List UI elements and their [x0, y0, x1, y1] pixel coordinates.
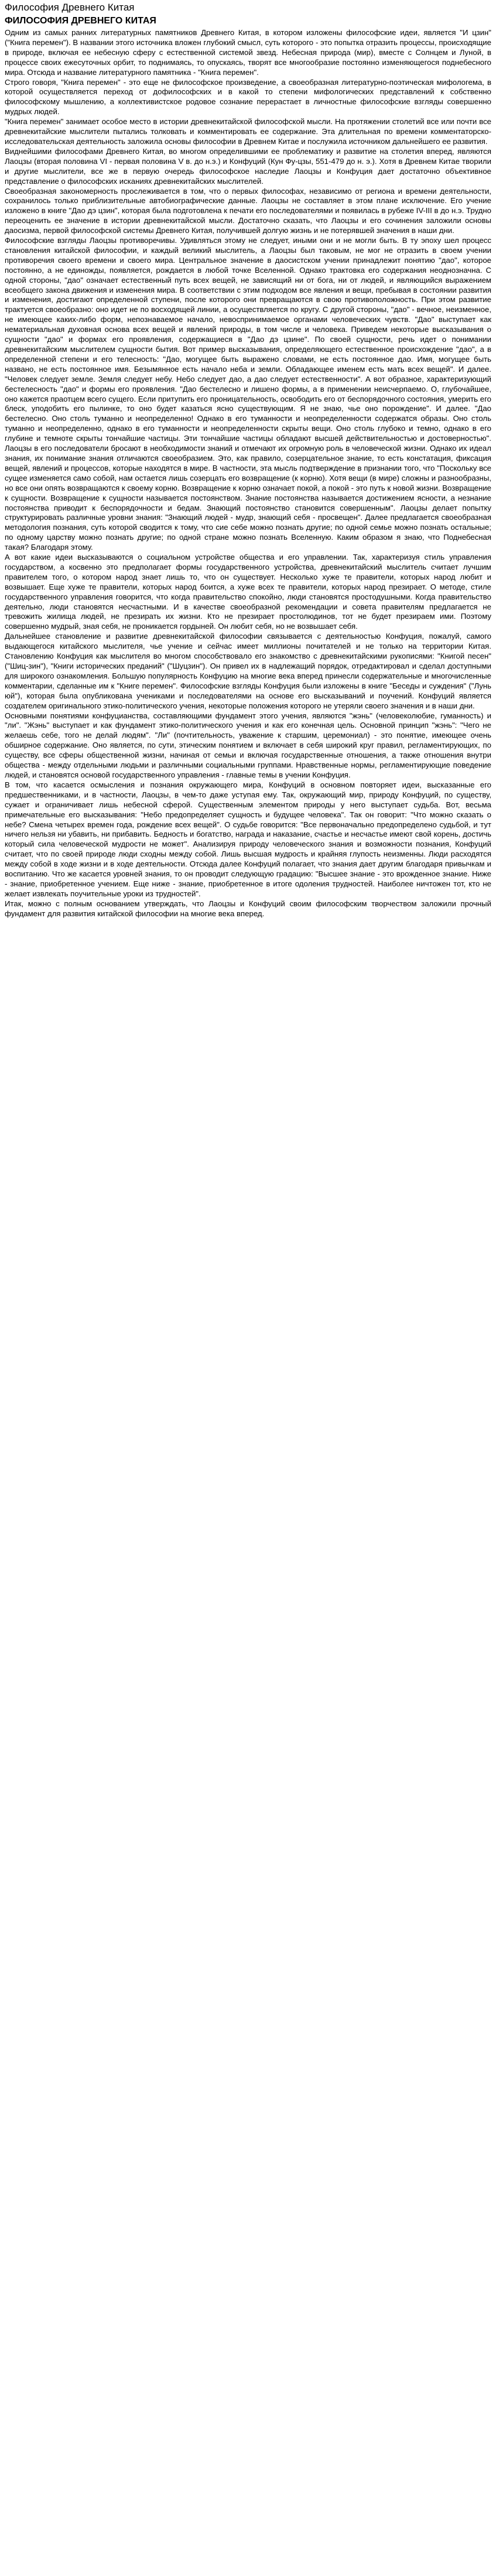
paragraph: В том, что касается осмысления и познания окружающего мира, Конфуций в основном повторяет идеи, высказанные его предшественниками, и в частности, Лаоцзы, в чем-то даже уступая ему. Так, окружающий мир, природу Конфуций, по существу, сужает и ограничивает лишь небесной сферой. Существенным элементом природы у него выступает судьба. Вот, весьма примечательные его высказывания: "Небо предопределяет сущность и будущее человека". Так он говорит: "Что можно сказать о небе? Смена четырех времен года, рождение всех вещей". О судьбе говорится: "Все первоначально предопределено судьбой, и тут ничего нельзя ни убавить, ни прибавить. Бедность и богатство, награда и наказание, счастье и несчастье имеют свой корень, достичь который сила человеческой мудрости не может". Анализируя природу человеческого знания и возможности познания, Конфуций считает, что по своей природе люди сходны между собой. Лишь высшая мудрость и крайняя глупость неизменны. Люди расходятся между собой в ходе жизни и в ходе деятельности. Отсюда далее Конфуций полагает, что знания дает другим благодаря привычкам и воспитанию. Что же касается уровней знания, то он проводит следующую градацию: "Высшее знание - это врожденное знание. Ниже - знание, приобретенное учением. Еще ниже - знание, приобретенное в итоге одоления трудностей. Наиболее ничтожен тот, кто не желает извлекать поучительные уроки из трудностей". — [5, 780, 491, 898]
document-title: ФИЛОСОФИЯ ДРЕВНЕГО КИТАЯ — [5, 16, 156, 26]
paragraph: Одним из самых ранних литературных памятников Древнего Китая, в котором изложены философские идеи, является "И цзин" ("Книга перемен"). В названии этого источника вложен глубокий смысл, суть которого - это попытка отразить процессы, происходящие в природе, включая ее небесную сферу с естественной системой звезд. Небесная природа (мир), вместе с Солнцем и Луной, в процессе своих ежесуточных орбит, то поднимаясь, то опускаясь, творят все многообразие постоянно изменяющегося поднебесного мира. Отсюда и название литературного памятника - "Книга перемен". — [5, 28, 491, 77]
paragraph: Основными понятиями конфуцианства, составляющими фундамент этого учения, являются "жэнь" (человеколюбие, гуманность) и "ли". "Жэнь" выступает и как фундамент этико-политического учения и как его конечная цель. Основной принцип "жэнь": "Чего не желаешь себе, того не делай людям". "Ли" (почтительность, уважение к старшим, церемониал) - это понятие, имеющее очень обширное содержание. Оно является, по сути, этическим понятием и включает в себя широкий круг правил, регламентирующих, по существу, все сферы общественной жизни, начиная от семьи и включая государственные отношения, а также отношения внутри общества - между отдельными людьми и различными социальными группами. Нравственные нормы, регламентирующие поведение людей, и становятся основой государственного управления - главные темы в учении Конфуция. — [5, 711, 491, 779]
page — [0, 0, 496, 919]
paragraph: Строго говоря, "Книга перемен" - это еще не философское произведение, а своеобразная литературно-поэтическая мифологема, в которой осуществляется переход от дофилософских и в какой то степени мифологических представлений к собственно философскому мышлению, а коллективистское родовое сознание перерастает в личностные философские взгляды совершенно мудрых людей. — [5, 77, 491, 117]
paragraph: А вот какие идеи высказываются о социальном устройстве общества и его управлении. Так, характеризуя стиль управления государством, а косвенно это предполагает формы государственного устройства, древнекитайский мыслитель считает лучшим правителем того, о котором народ знает лишь то, что он существует. Несколько хуже те правители, которых народ любит и возвышает. Еще хуже те правители, которых народ боится, а хуже всех те правители, которых народ презирает. О методе, стиле государственного управления говорится, что когда правительство спокойно, люди становятся простодушными. Когда правительство деятельно, люди становятся несчастными. И в качестве своеобразной рекомендации и совета правителям предлагается не тревожить жилища людей, не презирать их жизни. Кто не презирает простолюдинов, тот не будет презираем ими. Поэтому совершенно мудрый, зная себя, не проникается гордыней. Он любит себя, но не возвышает себя. — [5, 553, 491, 631]
article-body — [5, 28, 491, 919]
paragraph: Философские взгляды Лаоцзы противоречивы. Удивляться этому не следует, иными они и не могли быть. В ту эпоху шел процесс становления китайской философии, и каждый великий мыслитель, а Лаоцзы был таковым, не мог не отразить в своем учении противоречия своего времени и своего мира. Центральное значение в даосистском учении принадлежит понятию "дао", которое постоянно, а не единожды, появляется, рождается в любой точке Вселенной. Однако трактовка его содержания неоднозначна. С одной стороны, "дао" означает естественный путь всех вещей, не зависящий ни от бога, ни от людей, и являющийся выражением всеобщего закона движения и изменения мира. В соответствии с этим подходом все явления и вещи, пребывая в состоянии развития и изменения, достигают определенной ступени, после которого они превращаются в свою противоположность. При этом развитие трактуется своеобразно: оно идет не по восходящей линии, а осуществляется по кругу. С другой стороны, "дао" - вечное, неизменное, не имеющее каких-либо форм, непознаваемое начало, невоспринимаемое органами человеческих чувств. "Дао" выступает как нематериальная духовная основа всех вещей и явлений природы, в том числе и человека. Приведем некоторые высказывания о сущности "дао" и формах его проявления, содержащиеся в "Дао дэ цзине". По своей сущности, речь идет о понимании древнекитайским мыслителем сущности бытия. Вот пример высказывания, определяющего естественное происхождение "дао", а в определенной степени и его телесность: "Дао, могущее быть выражено словами, не есть постоянное дао. Имя, могущее быть названо, не есть постоянное имя. Безымянное есть начало неба и земли. Обладающее именем есть мать всех вещей". И далее. "Человек следует земле. Земля следует небу. Небо следует дао, а дао следует естественности". А вот образное, характеризующий бестелесность "дао" и формы его проявления. "Дао бестелесно и лишено формы, а в применении неисчерпаемо. О, глубочайшее, оно кажется праотцем всего сущего. Если притупить его проницательность, освободить его от беспорядочного состояния, умерить его блеск, уподобить его пылинке, то оно будет казаться ясно существующим. Я не знаю, чье оно порождение". И далее. "Дао бестелесно. Оно столь туманно и неопределенно! Однако в его туманности и неопределенности содержатся образы. Оно столь туманно и неопределенно, однако в его туманности и неопределенности скрыты вещи. Оно столь глубоко и темно, однако в его глубине и темноте скрыты тончайшие частицы. Эти тончайшие частицы обладают высшей действительностью и достоверностью". Лаоцзы в его последователи бросают в необходимости знаний и отмечают их огромную роль в человеческой жизни. Однако их идеал знания, их понимание знания отличаются своеобразием. Это, как правило, созерцательное знание, то есть констатация, фиксация вещей, явлений и процессов, которые находятся в мире. В частности, эта мысль подтверждение в признании того, что "Поскольку все сущее изменяется само собой, нам остается лишь созерцать его возвращение (к корню). Хотя вещи (в мире) сложны и разнообразны, но все они опять возвращаются к своему корню. Возвращение к корню означает покой, а покой - это путь к новой жизни. Возвращение к сущности. Возвращение к сущности называется постоянством. Знание постоянства называется достижением ясности, а незнание постоянства приводит к беспорядочности и бедам. Знающий постоянство становится совершенным". Лаоцзы делает попытку структурировать различные уровни знания: "Знающий людей - мудр, знающий себя - просвещен". Далее предлагается своеобразная методология познания, суть которой сводится к тому, что сие себе можно познать другие; по одной семье можно познать остальные; по одному царству можно познать другие; по одной стране можно познать Вселенную. Каким образом я знаю, что Поднебесная такая? Благодаря этому. — [5, 236, 491, 552]
paragraph: Виднейшими философами Древнего Китая, во многом определившими ее проблематику и развитие на столетия вперед, являются Лаоцзы (вторая половина VI - первая половина V в. до н.э.) и Конфуций (Кун Фу-цзы, 551-479 до н. э.). Хотя в Древнем Китае творили и другие мыслители, все же в первую очередь философское наследие Лаоцзы и Конфуция дает достаточно объективное представление о философских исканиях древнекитайских мыслителей. — [5, 146, 491, 186]
paragraph: "Книга перемен" занимает особое место в истории древнекитайской философской мысли. На протяжении столетий все или почти все древнекитайские мыслители пытались толковать и комментировать ее содержание. Эта длительная по времени комментаторско-исследовательская деятельность заложила основы философии в Древнем Китае и послужила источником дальнейшего ее развития. — [5, 117, 491, 146]
paragraph: Дальнейшее становление и развитие древнекитайской философии связывается с деятельностью Конфуция, пожалуй, самого выдающегося китайского мыслителя, чье учение и сейчас имеет миллионы почитателей и не только на территории Китая. Становлению Конфуция как мыслителя во многом способствовало его знакомство с древнекитайскими рукописями: "Книгой песен" ("Шиц-зин"), "Книги исторических преданий" ("Шуцзин"). Он привел их в надлежащий порядок, отредактировал и сделал доступными для широкого ознакомления. Большую популярность Конфуцию на многие века вперед принесли содержательные и многочисленные комментарии, сделанные им к "Книге перемен". Философские взгляды Конфуция были изложены в книге "Беседы и суждения" ("Лунь юй"), которая была опубликована учениками и последователями на основе его высказываний и поучений. Конфуций является создателем оригинального этико-политического учения, некоторые положения которого не утеряли своего значения и в наши дни. — [5, 632, 491, 710]
paragraph: Своеобразная закономерность прослеживается в том, что о первых философах, независимо от региона и времени деятельности, сохранилось только приблизительные автобиографические данные. Лаоцзы не составляет в этом плане исключение. Его учение изложено в книге "Дао дэ цзин", которая была подготовлена к печати его последователями и появилась в рубеже IV-III в до н.э. Трудно переоценить ее значение в истории древнекитайской мысли. Достаточно сказать, что Лаоцзы и его сочинения заложили основы даосизма, первой философской системы Древнего Китая, получившей долгую жизнь и не потерявшей значения в наши дни. — [5, 186, 491, 235]
site-title: Философия Древнего Китая — [5, 2, 135, 13]
paragraph: Итак, можно с полным основанием утверждать, что Лаоцзы и Конфуций своим философским творчеством заложили прочный фундамент для развития китайской философии на многие века вперед. — [5, 899, 491, 918]
